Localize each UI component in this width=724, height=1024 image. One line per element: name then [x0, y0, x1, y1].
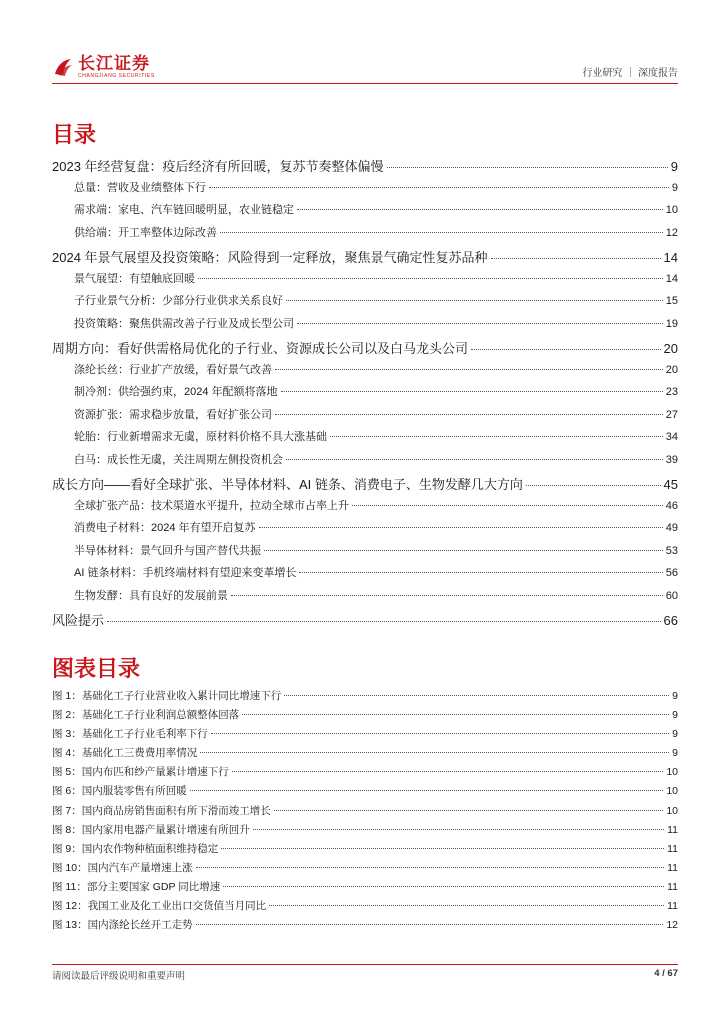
toc-entry-page: 23 [665, 386, 678, 398]
toc-leader-dots [299, 572, 662, 573]
toc-entry-text: 消费电子材料：2024 年有望开启复苏 [74, 522, 256, 534]
toc-entry-text: 资源扩张：需求稳步放量，看好扩张公司 [74, 408, 272, 421]
toc-leader-dots [264, 550, 663, 551]
toc-entry[interactable] [52, 224, 678, 247]
toc-leader-dots [231, 595, 663, 596]
figure-entry[interactable] [52, 860, 678, 879]
figure-entry-text: 图 9：国内农作物种植面积维持稳定 [52, 842, 219, 855]
toc-leader-dots [275, 414, 663, 415]
page-number: 4 / 67 [654, 968, 678, 979]
toc-entry-text: AI 链条材料：手机终端材料有望迎来变革增长 [74, 567, 297, 579]
report-type: 行业研究 ｜ 深度报告 [582, 68, 678, 79]
figure-leader-dots [211, 733, 669, 734]
figure-entry-text: 图 13：国内涤纶长丝开工走势 [52, 919, 193, 932]
toc-leader-dots [275, 369, 663, 370]
toc-entry-text: 成长方向——看好全球扩张、半导体材料、AI 链条、消费电子、生物发酵几大方向 [52, 477, 523, 492]
figure-leader-dots [196, 924, 664, 925]
toc-entry-page: 56 [665, 567, 678, 579]
toc-entry-page: 39 [665, 453, 678, 466]
footer-disclaimer: 请阅读最后评级说明和重要声明 [52, 971, 186, 982]
figure-entry-page: 9 [672, 690, 678, 702]
toc-entry[interactable] [52, 292, 678, 315]
figure-entry-text: 图 2：基础化工子行业利润总额整体回落 [52, 709, 240, 722]
toc-entry-text: 半导体材料：景气回升与国产替代共振 [74, 544, 261, 557]
toc-leader-dots [330, 436, 663, 437]
figure-entry-page: 11 [667, 900, 678, 913]
figure-leader-dots [196, 867, 664, 868]
figure-entry-page: 10 [666, 766, 678, 779]
toc-entry-page: 15 [665, 295, 678, 307]
toc-entry[interactable] [52, 246, 678, 270]
toc-entry[interactable] [52, 519, 678, 542]
toc-entry[interactable] [52, 337, 678, 361]
toc-entry[interactable] [52, 315, 678, 338]
toc-entry-page: 12 [665, 226, 678, 239]
toc-entry-text: 涤纶长丝：行业扩产放缓，看好景气改善 [74, 363, 272, 376]
figure-entry-text: 图 7：国内商品房销售面积有所下滑而竣工增长 [52, 804, 271, 817]
figure-leader-dots [232, 771, 664, 772]
brand-logo [52, 52, 155, 82]
page-header [52, 52, 678, 82]
figure-leader-dots [200, 752, 669, 753]
figure-entry[interactable] [52, 745, 678, 764]
figure-leader-dots [274, 810, 664, 811]
toc-entry[interactable] [52, 473, 678, 497]
toc-entry-text: 供给端：开工率整体边际改善 [74, 226, 217, 239]
figure-entry-text: 图 4：基础化工三费费用率情况 [52, 747, 198, 760]
figure-entry[interactable] [52, 822, 678, 841]
toc-leader-dots [286, 300, 663, 301]
toc-entry-page: 9 [671, 181, 678, 194]
toc-entry[interactable] [52, 451, 678, 474]
figure-leader-dots [253, 829, 664, 830]
toc-entry[interactable] [52, 406, 678, 429]
toc-title: 目录 [52, 122, 97, 147]
toc-entry-text: 需求端：家电、汽车链回暖明显，农业链稳定 [74, 204, 294, 216]
toc-entry[interactable] [52, 542, 678, 565]
toc-entry[interactable] [52, 270, 678, 293]
toc-entry[interactable] [52, 497, 678, 520]
toc-entry-text: 2024 年景气展望及投资策略：风险得到一定释放，聚焦景气确定性复苏品种 [52, 250, 488, 265]
figure-entry-page: 10 [666, 785, 678, 798]
figure-leader-dots [190, 790, 664, 791]
toc-leader-dots [526, 485, 661, 486]
toc-entry[interactable] [52, 609, 678, 633]
figure-entry-page: 12 [666, 919, 678, 932]
figure-entry-page: 11 [667, 823, 678, 836]
figure-entry-page: 11 [667, 842, 678, 855]
toc-entry-text: 2023 年经营复盘：疫后经济有所回暖，复苏节奏整体偏慢 [52, 159, 384, 174]
brand-name-cn: 长江证券 [78, 54, 150, 73]
toc-list [52, 155, 678, 633]
toc-entry[interactable] [52, 428, 678, 451]
figure-leader-dots [269, 905, 664, 906]
toc-entry[interactable] [52, 201, 678, 224]
figure-entry-page: 11 [667, 861, 678, 874]
brand-name-en: CHANGJIANG SECURITIES [78, 73, 155, 79]
toc-leader-dots [297, 323, 663, 324]
toc-entry-page: 60 [665, 589, 678, 602]
figure-entry[interactable] [52, 707, 678, 726]
toc-entry-text: 风险提示 [52, 613, 105, 628]
figures-list [52, 688, 678, 936]
figure-entry-text: 图 11：部分主要国家 GDP 同比增速 [52, 880, 221, 893]
toc-entry-text: 生物发酵：具有良好的发展前景 [74, 589, 228, 602]
toc-entry-text: 投资策略：聚焦供需改善子行业及成长型公司 [74, 317, 294, 330]
toc-entry[interactable] [52, 155, 678, 179]
brand-logo-icon [52, 56, 74, 78]
figure-entry-text: 图 1：基础化工子行业营业收入累计同比增速下行 [52, 690, 282, 702]
figure-leader-dots [242, 714, 669, 715]
toc-entry-page: 46 [665, 499, 678, 512]
figure-entry-page: 9 [672, 709, 678, 722]
figure-entry-page: 9 [672, 728, 678, 741]
toc-leader-dots [286, 459, 663, 460]
toc-entry-page: 20 [665, 363, 678, 376]
toc-leader-dots [387, 167, 668, 168]
toc-entry-page: 20 [663, 341, 678, 356]
toc-entry-text: 白马：成长性无虞，关注周期左侧投资机会 [74, 453, 283, 466]
figure-entry[interactable] [52, 764, 678, 783]
toc-entry[interactable] [52, 383, 678, 406]
figure-leader-dots [223, 886, 664, 887]
toc-entry-text: 子行业景气分析：少部分行业供求关系良好 [74, 295, 283, 307]
toc-entry-text: 周期方向：看好供需格局优化的子行业、资源成长公司以及白马龙头公司 [52, 341, 469, 356]
toc-entry-text: 全球扩张产品：技术渠道水平提升，拉动全球市占率上升 [74, 499, 349, 512]
toc-entry-page: 10 [665, 204, 678, 216]
figure-entry[interactable] [52, 841, 678, 860]
toc-entry-text: 景气展望：有望触底回暖 [74, 272, 195, 285]
toc-leader-dots [259, 527, 663, 528]
toc-leader-dots [281, 391, 663, 392]
figure-entry[interactable] [52, 879, 678, 898]
toc-leader-dots [491, 258, 661, 259]
figure-entry-page: 9 [672, 747, 678, 760]
figure-entry-text: 图 12：我国工业及化工业出口交货值当月同比 [52, 900, 267, 913]
figure-entry[interactable] [52, 783, 678, 802]
figure-entry[interactable] [52, 803, 678, 822]
toc-entry-page: 66 [663, 613, 678, 628]
figure-entry[interactable] [52, 726, 678, 745]
figure-entry-text: 图 3：基础化工子行业毛利率下行 [52, 728, 208, 741]
toc-entry-page: 45 [663, 477, 678, 492]
footer-divider [52, 964, 678, 965]
figure-entry-page: 11 [667, 880, 678, 893]
toc-entry[interactable] [52, 564, 678, 587]
toc-leader-dots [352, 505, 663, 506]
toc-entry[interactable] [52, 179, 678, 202]
toc-leader-dots [220, 232, 663, 233]
toc-entry-text: 轮胎：行业新增需求无虞，原材料价格不具大涨基础 [74, 431, 327, 443]
toc-entry[interactable] [52, 587, 678, 610]
toc-entry-page: 19 [665, 317, 678, 330]
toc-leader-dots [297, 209, 663, 210]
figure-entry-page: 10 [666, 804, 678, 817]
toc-entry-page: 34 [665, 431, 678, 443]
figure-entry[interactable] [52, 898, 678, 917]
header-divider [52, 83, 678, 84]
toc-leader-dots [198, 278, 663, 279]
toc-entry[interactable] [52, 361, 678, 384]
figure-entry[interactable] [52, 917, 678, 936]
figure-entry-text: 图 6：国内服装零售有所回暖 [52, 785, 187, 798]
toc-entry-page: 49 [665, 522, 678, 534]
toc-entry-page: 27 [665, 408, 678, 421]
figure-entry-text: 图 8：国内家用电器产量累计增速有所回升 [52, 823, 250, 836]
toc-entry-page: 14 [663, 250, 678, 265]
toc-entry-page: 53 [665, 544, 678, 557]
figure-leader-dots [221, 848, 664, 849]
toc-leader-dots [107, 621, 661, 622]
toc-leader-dots [471, 349, 661, 350]
toc-entry-page: 9 [670, 159, 678, 174]
toc-leader-dots [209, 187, 669, 188]
toc-entry-page: 14 [665, 272, 678, 285]
toc-entry-text: 制冷剂：供给强约束，2024 年配额将落地 [74, 386, 278, 398]
toc-entry-text: 总量：营收及业绩整体下行 [74, 181, 206, 194]
figure-leader-dots [284, 695, 669, 696]
figures-title: 图表目录 [52, 656, 141, 681]
figure-entry-text: 图 10：国内汽车产量增速上涨 [52, 861, 193, 874]
figure-entry-text: 图 5：国内布匹和纱产量累计增速下行 [52, 766, 229, 779]
figure-entry[interactable] [52, 688, 678, 707]
